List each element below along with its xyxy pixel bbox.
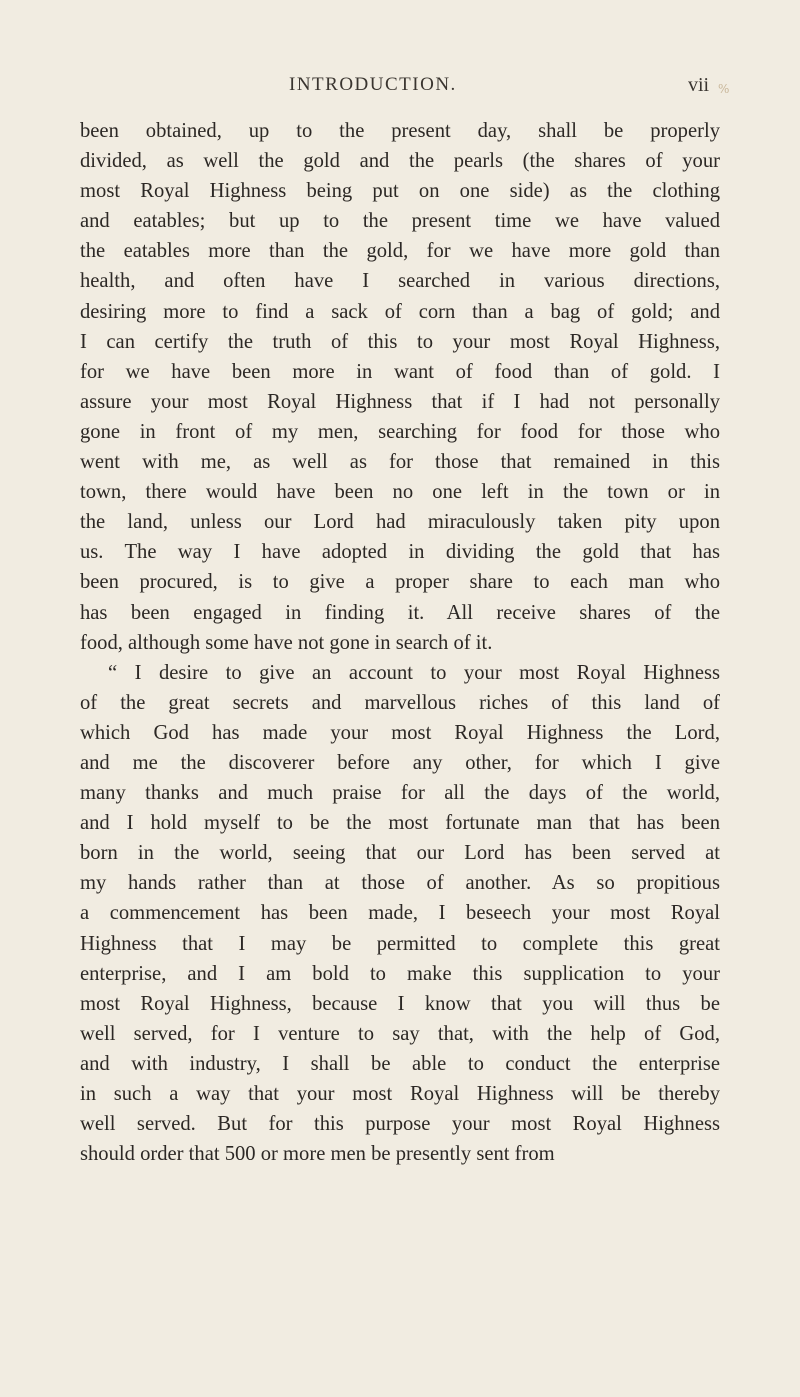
text-line: went with me, as well as for those that remained in this (80, 451, 720, 474)
text-line: divided, as well the gold and the pearls (the shares of your (80, 150, 720, 173)
text-line: desiring more to find a sack of corn than a bag of gold; and (80, 300, 720, 323)
text-line: in such a way that your most Royal Highness will be thereby (80, 1083, 720, 1105)
text-line: and me the discoverer before any other, for which I give (80, 751, 720, 774)
running-title: INTRODUCTION. (289, 74, 457, 95)
text-line: us. The way I have adopted in dividing the gold that has (80, 541, 720, 564)
text-line: gone in front of my men, searching for food for those who (80, 420, 720, 443)
text-line: most Royal Highness, because I know that you will thus be (80, 992, 720, 1015)
text-line: well served, for I venture to say that, with the help of God, (80, 1022, 720, 1045)
text-line: town, there would have been no one left in the town or in (80, 481, 720, 504)
text-line: been obtained, up to the present day, shall be properly (80, 120, 720, 142)
text-line: a commencement has been made, I beseech your most Royal (80, 902, 720, 925)
text-line: and with industry, I shall be able to conduct the enterprise (80, 1052, 720, 1075)
text-line: many thanks and much praise for all the days of the world, (80, 782, 720, 805)
text-line: the land, unless our Lord had miraculously taken pity upon (80, 511, 720, 534)
text-line: well served. But for this purpose your most Royal Highness (80, 1113, 720, 1136)
text-line: which God has made your most Royal Highness the Lord, (80, 721, 720, 744)
paragraph-start-line: “ I desire to give an account to your most Royal Highness (108, 661, 720, 684)
text-line: has been engaged in finding it. All receive shares of the (80, 601, 720, 624)
stray-mark: % (718, 82, 730, 96)
running-head (0, 74, 800, 104)
text-line: of the great secrets and marvellous riches of this land of (80, 691, 720, 714)
text-line: and I hold myself to be the most fortunate man that has been (80, 812, 720, 835)
text-line: and eatables; but up to the present time we have valued (80, 210, 720, 233)
text-line: assure your most Royal Highness that if I had not personally (80, 390, 720, 413)
text-line: enterprise, and I am bold to make this supplication to your (80, 962, 720, 985)
text-line: the eatables more than the gold, for we have more gold than (80, 240, 720, 263)
text-line: been procured, is to give a proper share to each man who (80, 571, 720, 594)
page-number: vii (688, 74, 710, 96)
text-line: born in the world, seeing that our Lord has been served at (80, 842, 720, 865)
text-line: should order that 500 or more men be presently sent from (80, 1143, 555, 1166)
text-line: most Royal Highness being put on one side) as the clothing (80, 180, 720, 203)
text-line: my hands rather than at those of another. As so propitious (80, 872, 720, 895)
paragraph-end-line: food, although some have not gone in search of it. (80, 631, 493, 654)
text-line: health, and often have I searched in various directions, (80, 270, 720, 293)
text-line: Highness that I may be permitted to complete this great (80, 932, 720, 955)
body-text (80, 116, 720, 1169)
text-line: I can certify the truth of this to your most Royal Highness, (80, 330, 720, 353)
text-line: for we have been more in want of food than of gold. I (80, 360, 720, 383)
